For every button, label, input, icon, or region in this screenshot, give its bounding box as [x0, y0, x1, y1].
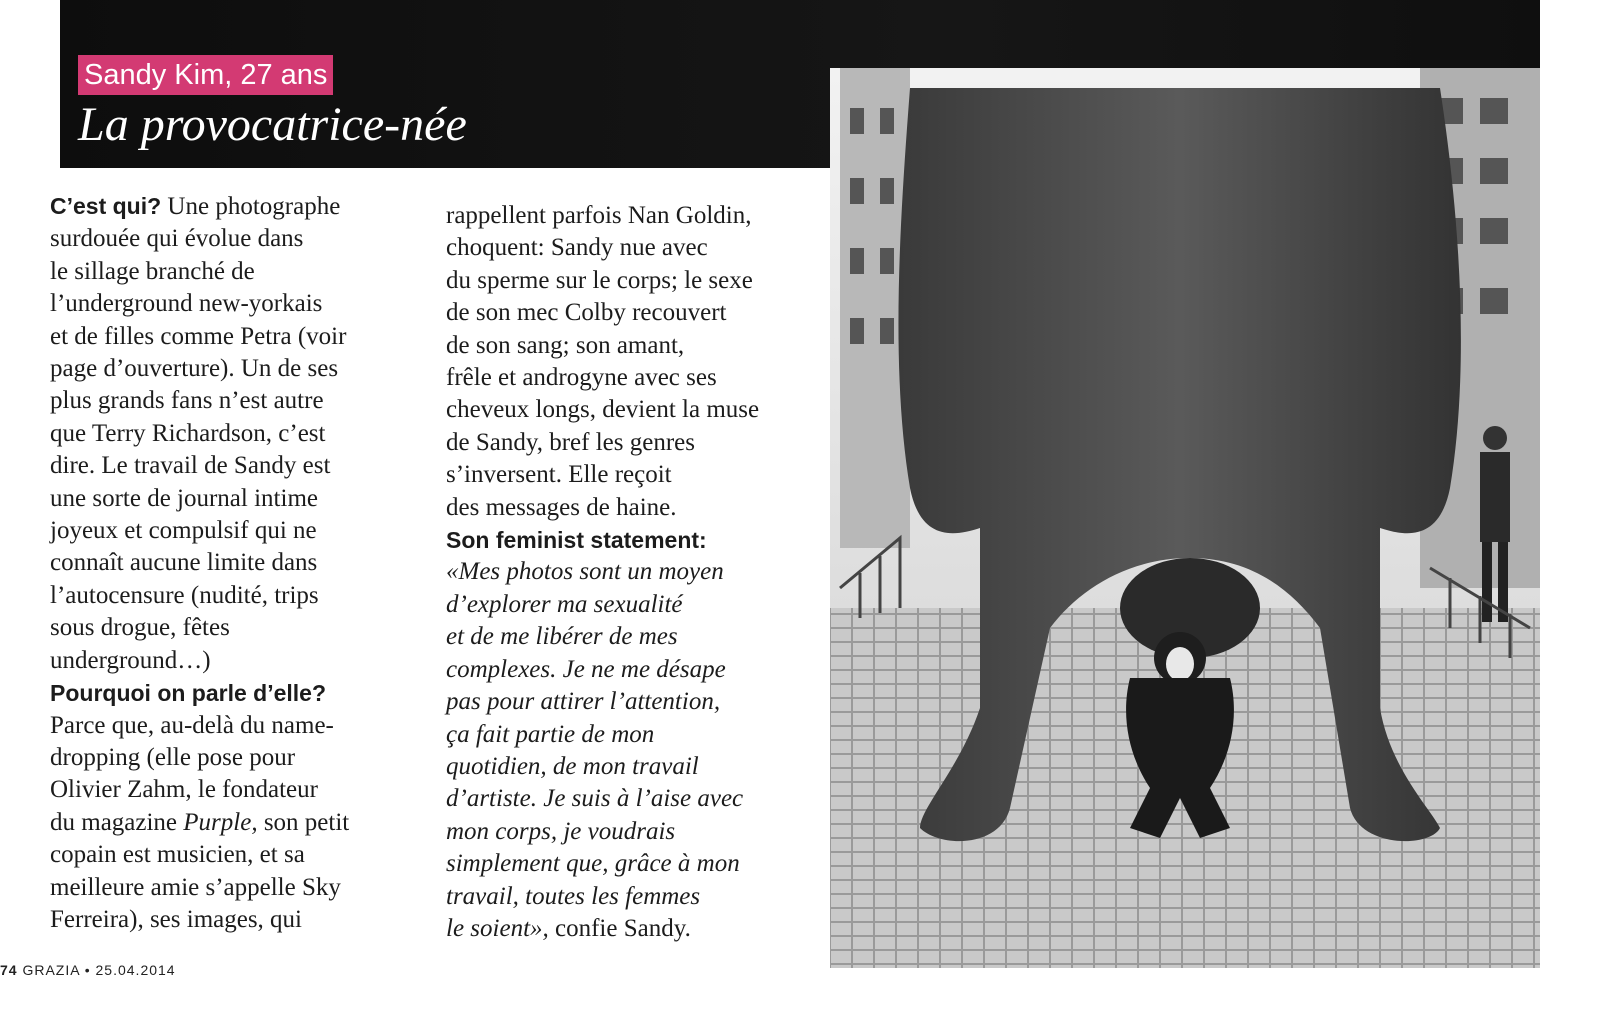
quote-end: le soient»,: [446, 914, 549, 942]
text-fragment: du magazine: [50, 808, 184, 836]
question-statement: Son feminist statement:: [446, 527, 707, 554]
answer-line: de Sandy, bref les genres: [446, 428, 695, 456]
text-fragment: son petit: [257, 808, 350, 836]
answer-line: dropping (elle pose pour: [50, 743, 296, 771]
answer-line: connaît aucune limite dans: [50, 549, 318, 577]
answer-line: joyeux et compulsif qui ne: [50, 517, 317, 545]
answer-line: choquent: Sandy nue avec: [446, 234, 708, 262]
quote-line: mon corps, je voudrais: [446, 817, 676, 845]
magazine-name: Purple,: [183, 808, 258, 836]
quote-line: pas pour attirer l’attention,: [446, 688, 721, 716]
answer-line: l’underground new-yorkais: [50, 290, 323, 318]
quote-line: simplement que, grâce à mon: [446, 850, 740, 878]
quote-line: d’explorer ma sexualité: [446, 590, 683, 618]
name-age-tag: Sandy Kim, 27 ans: [78, 55, 333, 95]
answer-line: frêle et androgyne avec ses: [446, 364, 717, 392]
answer-line: Une photographe: [167, 193, 341, 220]
answer-line: des messages de haine.: [446, 493, 677, 521]
answer-line: de son sang; son amant,: [446, 331, 685, 359]
page-footer: [0, 962, 176, 978]
answer-line: underground…): [50, 646, 211, 674]
answer-line-purple: [50, 807, 420, 839]
quote-line: travail, toutes les femmes: [446, 882, 701, 910]
footer-separator: •: [79, 962, 96, 978]
answer-line: l’autocensure (nudité, trips: [50, 581, 319, 609]
answer-line: du sperme sur le corps; le sexe: [446, 266, 753, 294]
question-why: Pourquoi on parle d’elle?: [50, 680, 327, 707]
answer-line: dire. Le travail de Sandy est: [50, 452, 331, 480]
answer-line: sous drogue, fêtes: [50, 614, 230, 642]
quote-line: quotidien, de mon travail: [446, 752, 699, 780]
answer-line: Ferreira), ses images, qui: [50, 905, 303, 933]
quote-line: ça fait partie de mon: [446, 720, 655, 748]
issue-date: 25.04.2014: [95, 962, 176, 978]
quote-line: et de me libérer de mes: [446, 623, 678, 651]
answer-line: plus grands fans n’est autre: [50, 387, 324, 415]
quote-last-line: [446, 913, 826, 945]
article-column-middle: [446, 200, 826, 945]
answer-line: Parce que, au-delà du name-: [50, 711, 334, 739]
question-who: C’est qui?: [50, 193, 162, 219]
answer-line: Olivier Zahm, le fondateur: [50, 776, 318, 804]
photo-illustration: [830, 68, 1540, 968]
photo-bull-statue: [830, 68, 1540, 968]
page-number: 74: [0, 962, 18, 978]
answer-line: copain est musicien, et sa: [50, 841, 305, 869]
answer-line: cheveux longs, devient la muse: [446, 396, 760, 424]
magazine-name: GRAZIA: [22, 962, 80, 978]
question-who-line: [50, 190, 420, 223]
answer-line: que Terry Richardson, c’est: [50, 419, 326, 447]
quote-line: «Mes photos sont un moyen: [446, 558, 724, 586]
quote-attribution: confie Sandy.: [548, 914, 691, 942]
answer-line: le sillage branché de: [50, 257, 255, 285]
answer-line: meilleure amie s’appelle Sky: [50, 873, 341, 901]
quote-line: d’artiste. Je suis à l’aise avec: [446, 785, 744, 813]
answer-line: s’inversent. Elle reçoit: [446, 461, 672, 489]
quote-line: complexes. Je ne me désape: [446, 655, 726, 683]
article-column-left: [50, 190, 420, 936]
answer-line: de son mec Colby recouvert: [446, 299, 727, 327]
answer-line: rappellent parfois Nan Goldin,: [446, 202, 752, 229]
answer-line: page d’ouverture). Un de ses: [50, 355, 339, 383]
answer-line: surdouée qui évolue dans: [50, 225, 304, 253]
answer-line: une sorte de journal intime: [50, 484, 318, 512]
article-title: La provocatrice-née: [78, 98, 467, 151]
answer-line: et de filles comme Petra (voir: [50, 322, 347, 350]
